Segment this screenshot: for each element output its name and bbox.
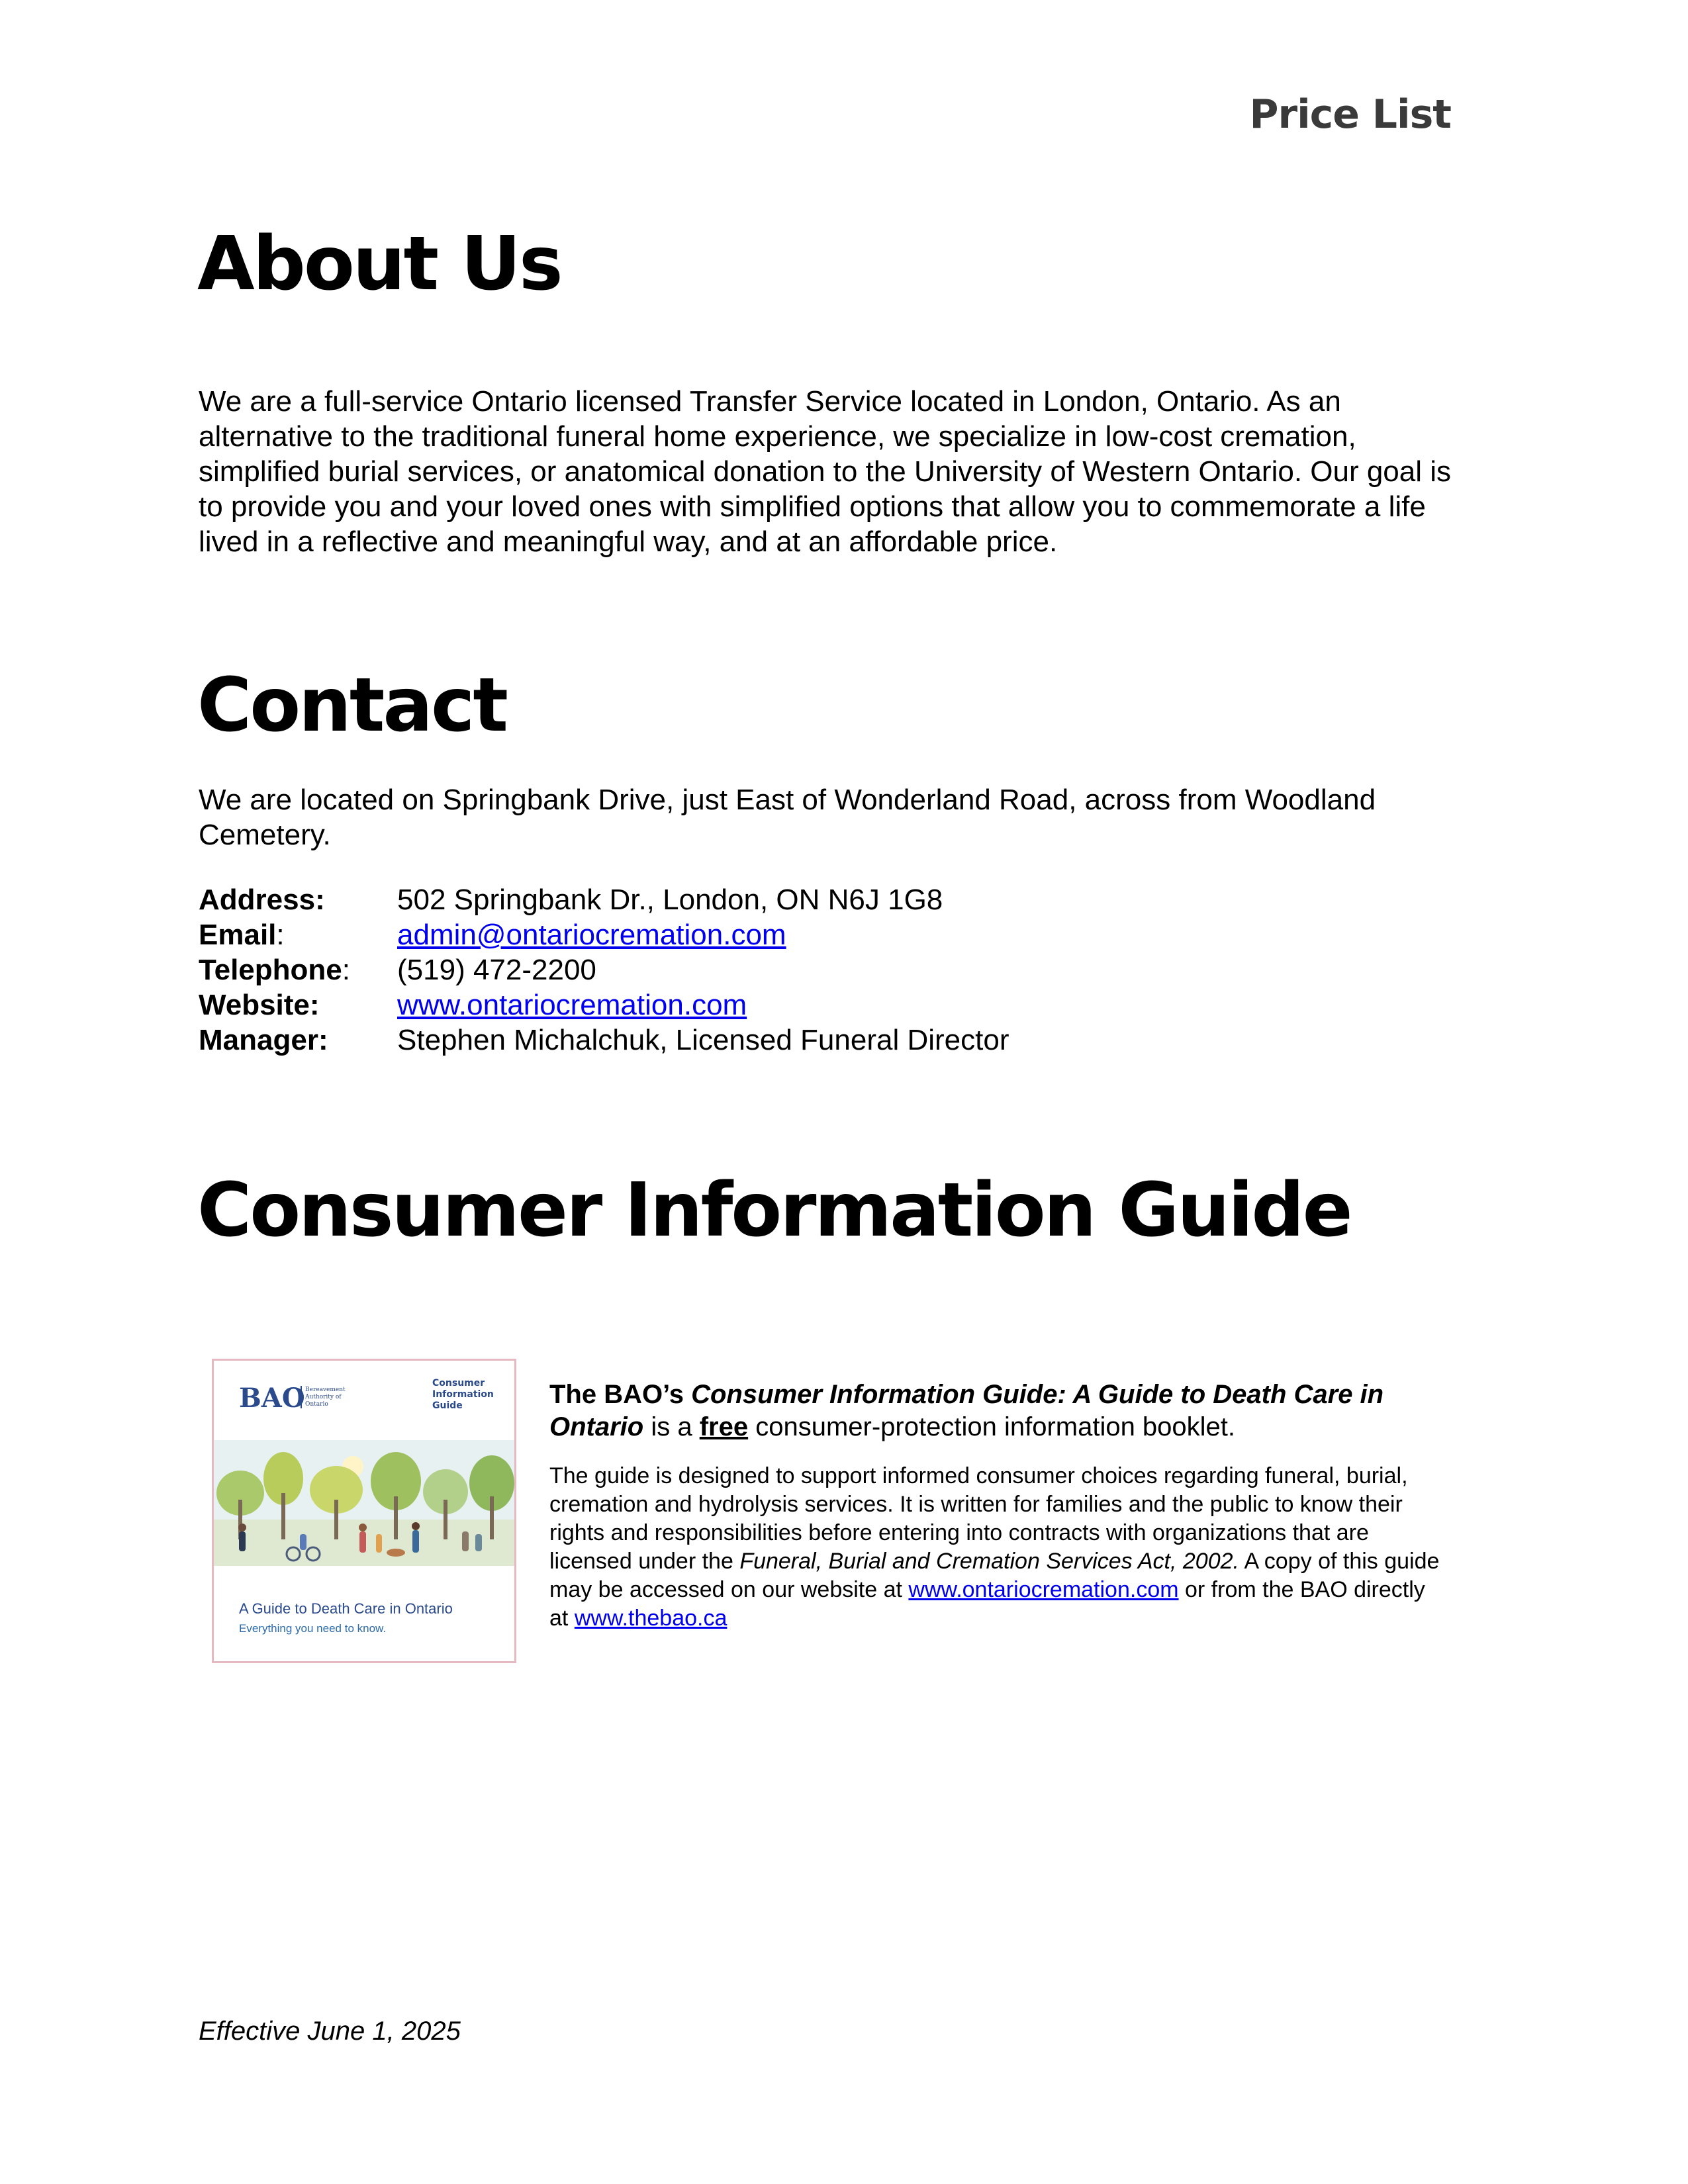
email-link[interactable]: admin@ontariocremation.com [397, 919, 786, 951]
website-row [199, 987, 1009, 1023]
thebao-link[interactable]: www.thebao.ca [574, 1606, 727, 1631]
guide-body [549, 1462, 1450, 1633]
address-row [199, 882, 1009, 917]
cover-logo: BAO [239, 1383, 305, 1414]
email-row [199, 917, 1009, 952]
guide-body-part1: The guide is designed to support informed consumer choices regarding funeral, burial, cremation and hydrolysis services. It is written for families and the public to know their rights and responsibilities before entering into contracts with organizations that are licensed under the [549, 1463, 1408, 1574]
manager-row [199, 1023, 1009, 1058]
guide-intro-part3: consumer-protection information booklet. [748, 1412, 1236, 1441]
email-label-colon: : [276, 919, 285, 951]
website-label: Website: [199, 989, 320, 1021]
email-label: Email [199, 919, 277, 951]
telephone-label-cell [199, 952, 397, 987]
guide-cover-image [212, 1359, 516, 1663]
guide-intro [549, 1379, 1450, 1443]
manager-value: Stephen Michalchuk, Licensed Funeral Director [397, 1024, 1009, 1056]
cover-title-line3: Guide [432, 1400, 463, 1411]
telephone-label-colon: : [342, 954, 350, 986]
about-heading: About Us [197, 221, 561, 307]
guide-body-part2: A copy of this guide may be accessed on our website at [549, 1549, 1440, 1602]
address-label: Address: [199, 884, 325, 916]
guide-intro-title: Consumer Information Guide: A Guide to Death Care in Ontario [549, 1380, 1384, 1441]
email-label-cell [199, 917, 397, 952]
about-paragraph: We are a full-service Ontario licensed Transfer Service located in London, Ontario. As an alternative to the traditional funeral home experience, we specialize in low-cost cremation, simplified burial services, or anatomical donation to the University of Western Ontario. Our goal is to provide you and your loved ones with simplified options that allow you to commemorate a life lived in a reflective and meaningful way, and at an affordable price. [199, 385, 1452, 558]
cover-org-line2: Authority of [305, 1394, 342, 1400]
telephone-row [199, 952, 1009, 987]
cover-title-line2: Information [432, 1389, 494, 1400]
cover-title-line1: Consumer [432, 1378, 485, 1388]
guide-body-part3: or from the BAO directly at [549, 1577, 1425, 1631]
manager-label: Manager: [199, 1024, 328, 1056]
address-value: 502 Springbank Dr., London, ON N6J 1G8 [397, 884, 943, 916]
guide-description [549, 1379, 1450, 1633]
guide-body-act: Funeral, Burial and Cremation Services Act, 2002. [739, 1549, 1239, 1574]
guide-heading: Consumer Information Guide [197, 1167, 1351, 1253]
cover-tagline: Everything you need to know. [239, 1622, 387, 1635]
contact-details [199, 882, 1009, 1058]
page-header-title: Price List [1249, 91, 1451, 138]
guide-intro-free: free [699, 1412, 749, 1441]
cover-org-line1: Bereavement [305, 1387, 346, 1393]
guide-cover-illustration [214, 1361, 514, 1661]
guide-intro-part2: is a [643, 1412, 700, 1441]
cover-subtitle: A Guide to Death Care in Ontario [239, 1600, 453, 1617]
website-link[interactable]: www.ontariocremation.com [397, 989, 747, 1021]
ontariocremation-link[interactable]: www.ontariocremation.com [908, 1577, 1179, 1602]
contact-intro: We are located on Springbank Drive, just East of Wonderland Road, across from Woodland Cemetery. [199, 784, 1376, 851]
guide-intro-part1: The BAO’s [549, 1380, 692, 1409]
cover-org-line3: Ontario [305, 1401, 328, 1408]
telephone-value: (519) 472-2200 [397, 954, 596, 986]
telephone-label: Telephone [199, 954, 342, 986]
contact-heading: Contact [197, 662, 506, 749]
effective-date: Effective June 1, 2025 [199, 2017, 461, 2046]
